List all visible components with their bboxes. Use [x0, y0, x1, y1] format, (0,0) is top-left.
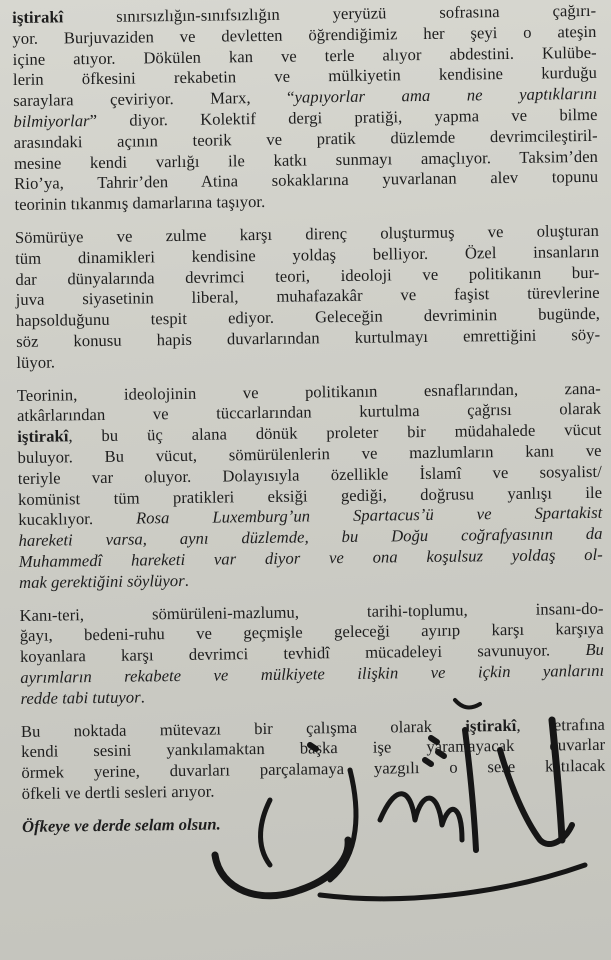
paragraph [15, 221, 601, 374]
text-segment: Kanı-teri, sömürüleni-mazlumu, tarihi-toplumu, insanı-do- [19, 598, 604, 625]
book-page [12, 0, 608, 960]
text-segment: lüyor. [16, 352, 56, 372]
text-segment: , etrafına [516, 714, 606, 735]
text-segment: atkârlarından ve tüccarlarından kurtulma çağrısı olarak [16, 399, 602, 426]
paragraph [21, 714, 606, 804]
italic-text: bilmiyorlar [13, 111, 90, 131]
text-segment: Teorinin, ideolojinin ve politikanın esnaflarından, zana- [16, 378, 601, 405]
text-segment: . [184, 570, 189, 590]
italic-text: yapıyorlar ama ne yaptıklarını [294, 84, 598, 107]
text-segment: ” diyor. Kolektif dergi pratiği, yapma ve bilme [89, 104, 598, 131]
text-segment: , bu üç alana dönük proleter bir müdahalede vücut [68, 419, 602, 446]
text-segment: öfkeli ve dertli sesleri arıyor. [21, 781, 215, 803]
text-segment: . [140, 687, 145, 707]
text-segment: Sömürüye ve zulme karşı direnç oluşturmuş ve oluşturan [14, 220, 599, 247]
text-segment: yor. Burjuvaziden ve devletten öğrendiğimiz her şeyi o ateşin [12, 21, 597, 48]
text-segment: dar dünyalarında devrimci teori, ideoloji ve politikanın bur- [15, 262, 600, 289]
journal-name: iştirakî [465, 715, 517, 736]
italic-text: redde tabi tutuyor [20, 687, 141, 708]
italic-text: hareketi varsa, aynı düzlemde, bu Doğu coğrafyasının da [18, 523, 603, 551]
text-segment: tüm dinamikleri kendisine yoldaş belliyor. Özel insanların [15, 241, 600, 268]
text-segment: teriyle var oluyor. Dolayısıyla özellikle İslamî ve sosyalist/ [17, 461, 602, 488]
journal-name: iştirakî [17, 426, 69, 447]
text-segment: söz konusu hapis duvarlarından kurtulmayı emrettiğini söy- [16, 324, 601, 351]
text-segment: saraylara çeviriyor. Marx, “ [13, 87, 295, 111]
text-segment: Rio’ya, Tahrir’den Atina sokaklarına yuvarlanan alev topunu [14, 167, 599, 194]
text-segment: örmek yerine, duvarları parçalamaya yazgılı o sese katılacak [21, 755, 606, 783]
paragraph [19, 598, 604, 709]
italic-text: mak gerektiğini söylüyor [18, 570, 185, 592]
text-body [12, 1, 606, 805]
text-segment: buluyor. Bu vücut, sömürülenlerin ve mazlumların kanı ve [17, 440, 602, 467]
text-segment: Bu noktada mütevazı bir çalışma olarak [20, 716, 466, 741]
text-segment: komünist tüm pratikleri eksiği gediği, doğrusu yanlışı ile [17, 482, 603, 509]
journal-name: iştirakî [12, 7, 64, 27]
text-segment: teorinin tıkanmış damarlarına taşıyor. [14, 192, 266, 215]
text-segment: sınırsızlığın-sınıfsızlığın yeryüzü sofrasına çağırı- [63, 0, 597, 27]
text-segment: içine atıyor. Dökülen kan ve terle alıyor abdestini. Kulübe- [12, 42, 597, 69]
text-segment: hapsolduğunu tespit ediyor. Geleceğin devriminin bugünde, [15, 303, 600, 331]
italic-text: ayrımların rekabete ve mülkiyete ilişkin ve içkin yanlarını [20, 660, 605, 687]
paragraph [17, 378, 603, 593]
closing-line: Öfkeye ve derde selam olsun. [21, 814, 221, 836]
text-segment: lerin öfkesini rekabetin ve mülkiyetin kendisine kurduğu [12, 63, 598, 90]
italic-text: Rosa Luxemburg’un Spartacus’ü ve Spartakist [135, 503, 603, 528]
italic-text: Muhammedî hareketi var diyor ve ona koşulsuz yoldaş ol- [18, 544, 603, 571]
paragraph [12, 1, 598, 216]
text-segment: kendi sesini yankılamaktan başka işe yaramayacak duvarlar [21, 735, 606, 762]
text-segment: koyanlara karşı devrimci tevhidî mücadeleyi savunuyor. [19, 640, 586, 667]
text-segment: juva siyasetinin liberal, muhafazakâr ve faşist türevlerine [15, 283, 600, 310]
text-segment: kucaklıyor. [18, 508, 137, 530]
text-segment: arasındaki açının teorik ve pratik düzlemde devrimcileştiril- [13, 125, 598, 152]
text-segment: mesine kendi varlığı ile katkı sunmayı amaçlıyor. Taksim’den [13, 146, 599, 173]
italic-text: Bu [585, 639, 605, 660]
text-segment: ğayı, bedeni-ruhu ve geçmişle geleceği ayırıp karşı karşıya [19, 619, 604, 646]
